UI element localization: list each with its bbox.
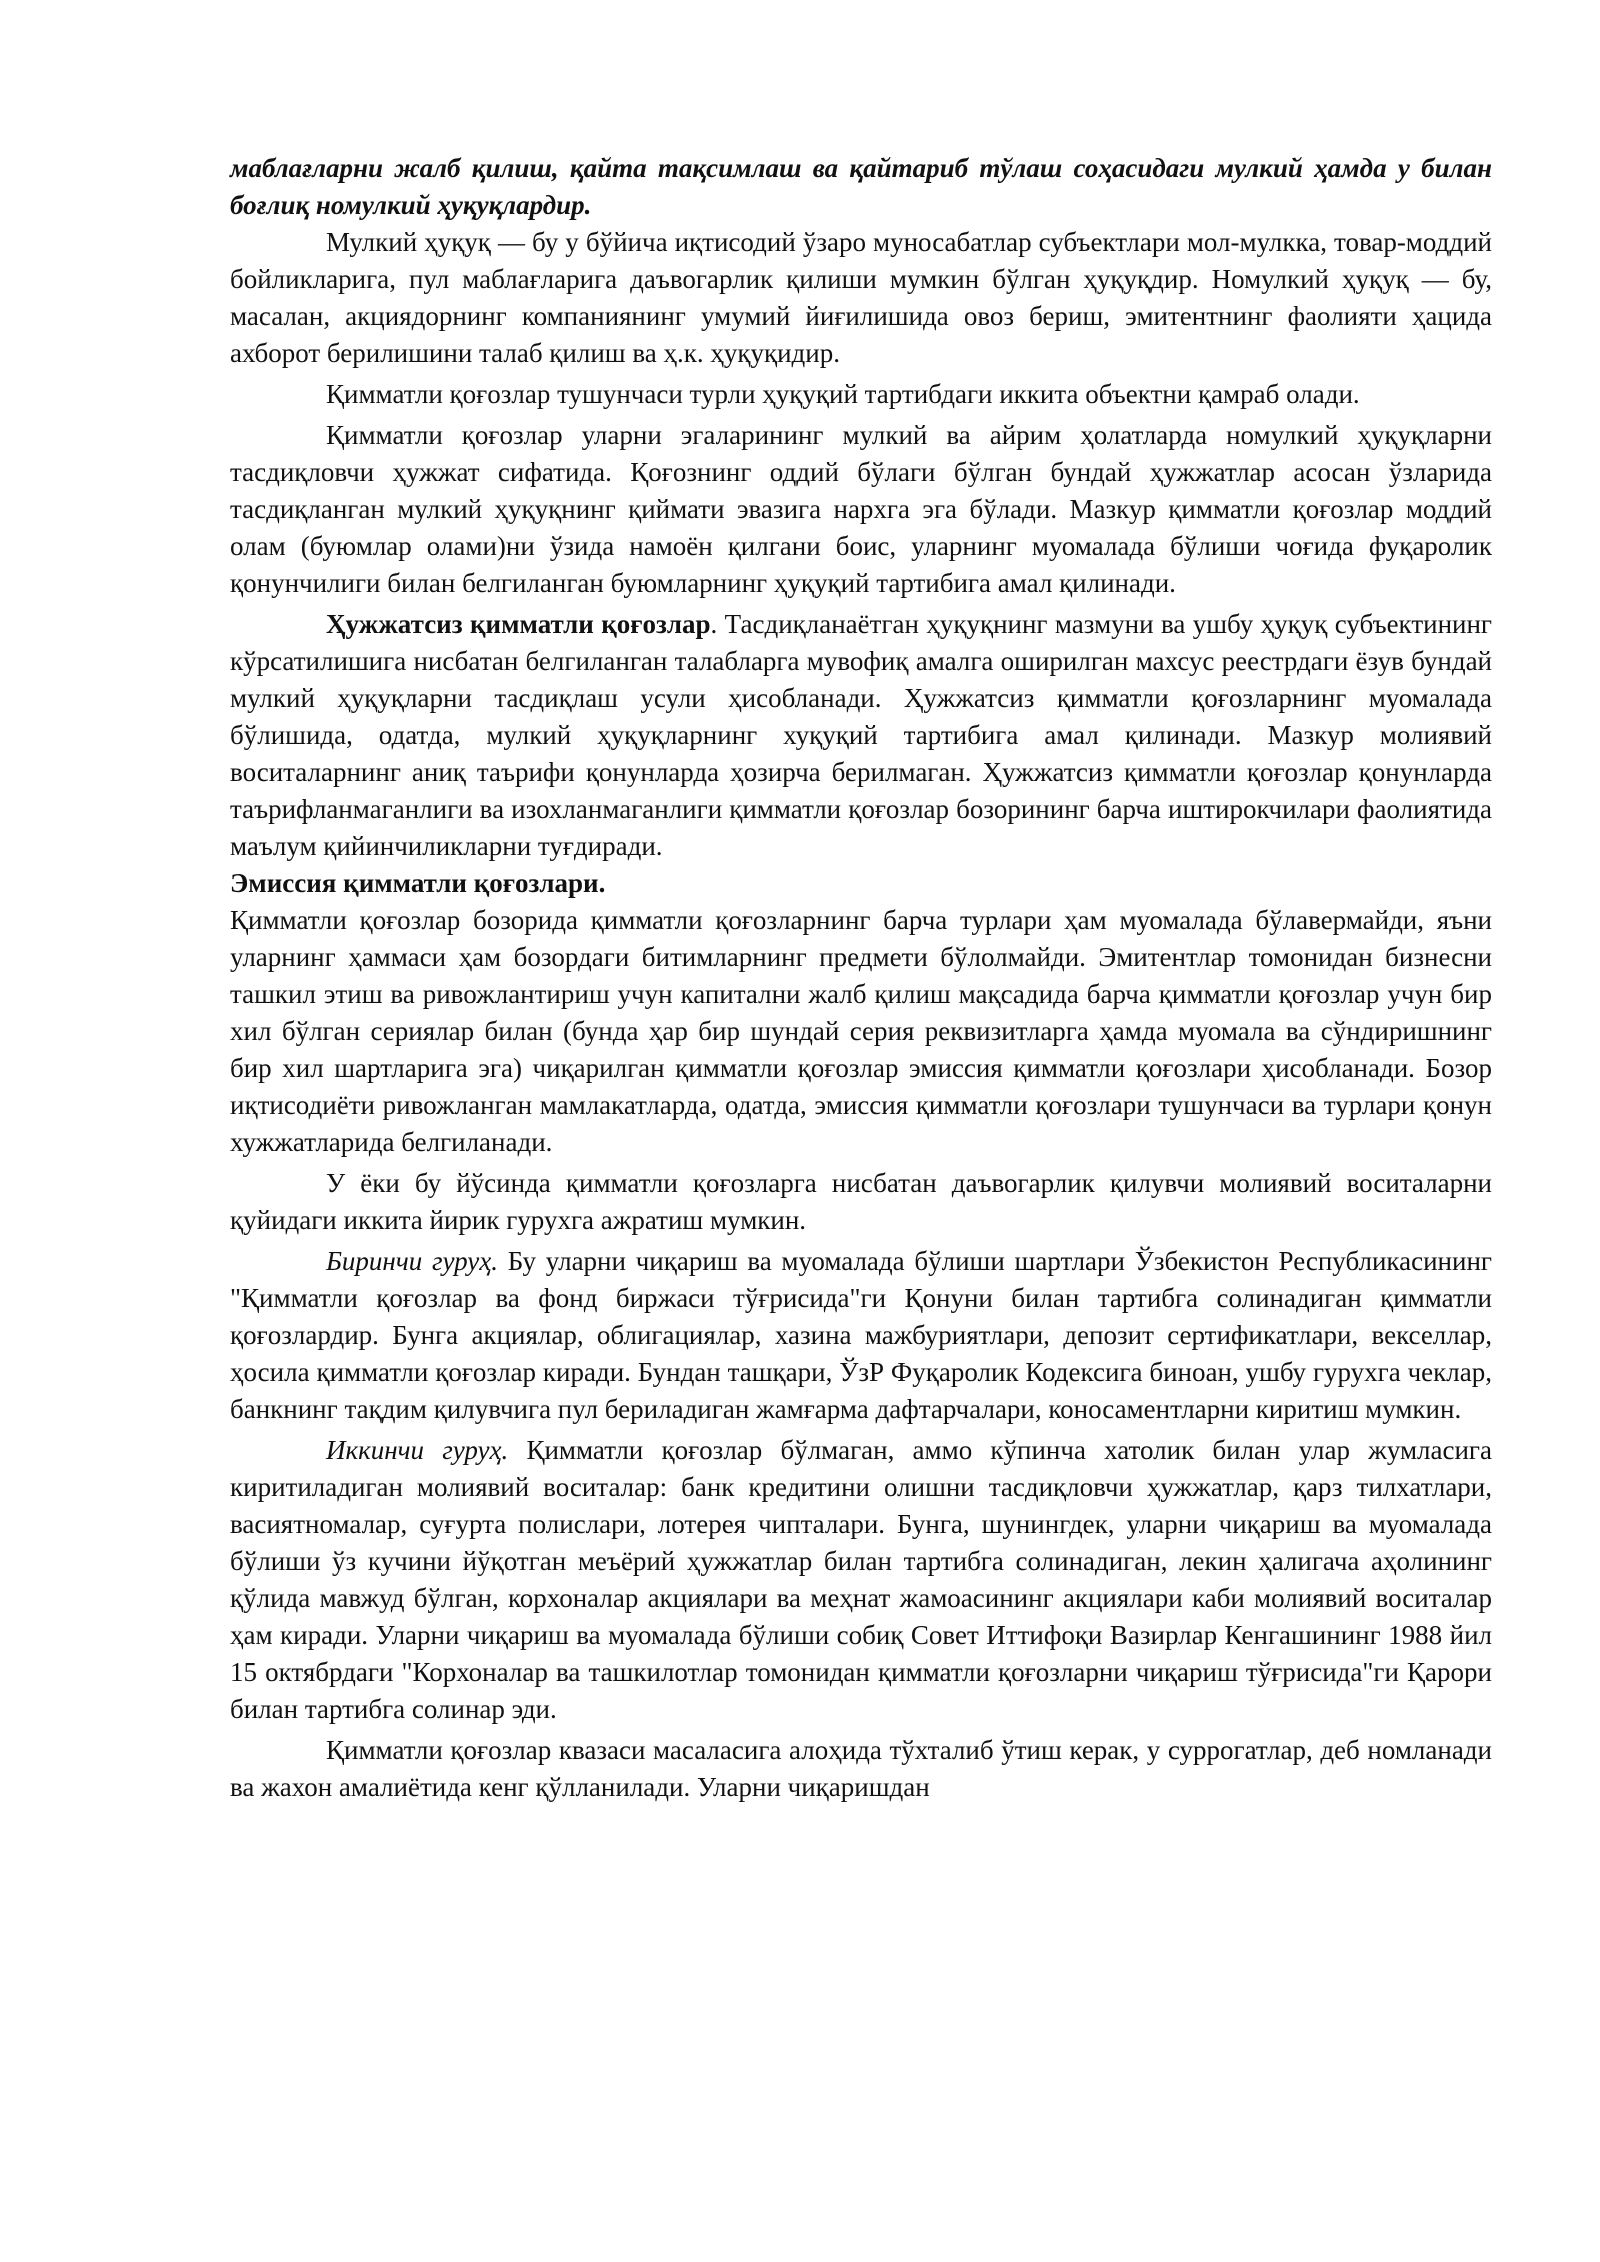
emission-securities-paragraph: Қимматли қоғозлар бозорида қимматли қоғозларнинг барча турлари ҳам муомалада бўлавермайди, яъни уларнинг ҳаммаси ҳам бозордаги битимларнинг предмети бўлолмайди. Эмитентлар томонидан бизнесни ташкил этиш ва ривожлантириш учун капитални жалб қилиш мақсадида барча қимматли қоғозлар учун бир хил бўлган сериялар билан (бунда ҳар бир шундай серия реквизитларга ҳамда муомала ва сўндиришнинг бир хил шартларига эга) чиқарилган қимматли қоғозлар эмиссия қимматли қоғозлари ҳисобланади. Бозор иқтисодиёти ривожланган мамлакатларда, одатда, эмиссия қимматли қоғозлари тушунчаси ва турлари қонун хужжатларида белгиланади. — [230, 905, 1492, 1157]
first-group-label: Биринчи гуруҳ. — [326, 1246, 498, 1276]
securities-concept-paragraph: Қимматли қоғозлар тушунчаси турли ҳуқуқий тартибдаги иккита объектни қамраб олади. — [326, 379, 1360, 409]
second-group-text: Қимматли қоғозлар бўлмаган, аммо кўпинча хатолик билан улар жумласига киритиладиган молиявий воситалар: банк кредитини олишни тасдиқловчи ҳужжатлар, қарз тилхатлари, васиятномалар, суғурта полислари, лотерея чипталари. Бунга, шунингдек, уларни чиқариш ва муомалада бўлиши ўз кучини йўқотган меъёрий ҳужжатлар билан тартибга солинадиган, лекин ҳалигача аҳолининг қўлида мавжуд бўлган, корхоналар акциялари ва меҳнат жамоасининг акциялари каби молиявий воситалар ҳам киради. Уларни чиқариш ва муомалада бўлиши собиқ Совет Иттифоқи Вазирлар Кенгашининг 1988 йил 15 октябрдаги "Корхоналар ва ташкилотлар томонидан қимматли қоғозларни чиқариш тўғрисида"ги Қарори билан тартибга солинар эди. — [230, 1435, 1492, 1724]
two-groups-paragraph: У ёки бу йўсинда қимматли қоғозларга нисбатан даъвогарлик қилувчи молиявий воситаларни қуйидаги иккита йирик гурухга ажратиш мумкин. — [230, 1168, 1492, 1235]
property-rights-paragraph: Мулкий ҳуқуқ — бу у бўйича иқтисодий ўзаро муносабатлар субъектлари мол-мулкка, товар-моддий бойликларига, пул маблағларига даъвогарлик қилиши мумкин бўлган ҳуқуқдир. Номулкий ҳуқуқ — бу, масалан, акциядорнинг компаниянинг умумий йиғилишида овоз бериш, эмитентнинг фаолияти ҳацида ахборот берилишини талаб қилиш ва ҳ.к. ҳуқуқидир. — [230, 227, 1492, 368]
first-group-text: Бу уларни чиқариш ва муомалада бўлиши шартлари Ўзбекистон Республикасининг "Қимматли қоғозлар ва фонд биржаси тўғрисида"ги Қонуни билан тартибга солинадиган қимматли қоғозлардир. Бунга акциялар, облигациялар, хазина мажбуриятлари, депозит сертификатлари, векселлар, ҳосила қимматли қоғозлар киради. Бундан ташқари, ЎзР Фуқаролик Кодексига биноан, ушбу гурухга чеклар, банкнинг тақдим қилувчига пул бериладиган жамғарма дафтарчалари, коносаментларни киритиш мумкин. — [230, 1246, 1492, 1424]
documentary-securities-paragraph: Қимматли қоғозлар уларни эгаларининг мулкий ва айрим ҳолатларда номулкий ҳуқуқларни тасдиқловчи ҳужжат сифатида. Қоғознинг оддий бўлаги бўлган бундай ҳужжатлар асосан ўзларида тасдиқланган мулкий ҳуқуқнинг қиймати эвазига нархга эга бўлади. Мазкур қимматли қоғозлар моддий олам (буюмлар олами)ни ўзида намоён қилгани боис, уларнинг муомалада бўлиши чоғида фуқаролик қонунчилиги билан белгиланган буюмларнинг ҳуқуқий тартибига амал қилинади. — [230, 420, 1492, 598]
paperless-securities-term: Ҳужжатсиз қимматли қоғозлар — [326, 609, 711, 639]
paperless-securities-text: . Тасдиқланаётган ҳуқуқнинг мазмуни ва ушбу ҳуқуқ субъектининг кўрсатилишига нисбатан белгиланган талабларга мувофиқ амалга оширилган махсус реестрдаги ёзув бундай мулкий ҳуқуқларни тасдиқлаш усули ҳисобланади. Ҳужжатсиз қимматли қоғозларнинг муомалада бўлишида, одатда, мулкий ҳуқуқларнинг хуқуқий тартибига амал қилинади. Мазкур молиявий воситаларнинг аниқ таърифи қонунларда ҳозирча берилмаган. Ҳужжатсиз қимматли қоғозлар қонунларда таърифланмаганлиги ва изохланмаганлиги қимматли қоғозлар бозорининг барча иштирокчилари фаолиятида маълум қийинчиликларни туғдиради. — [230, 609, 1492, 861]
document-page — [230, 150, 1492, 1806]
second-group-paragraph — [230, 1432, 1492, 1728]
first-group-paragraph — [230, 1243, 1492, 1428]
emission-securities-heading: Эмиссия қимматли қоғозлари. — [230, 868, 606, 898]
second-group-label: Иккинчи гуруҳ. — [326, 1435, 509, 1465]
paperless-securities-paragraph — [230, 606, 1492, 865]
quasi-securities-paragraph: Қимматли қоғозлар квазаси масаласига алоҳида тўхталиб ўтиш керак, у суррогатлар, деб номланади ва жахон амалиётида кенг қўлланилади. Уларни чиқаришдан — [230, 1735, 1492, 1802]
intro-bold-italic-paragraph: маблағларни жалб қилиш, қайта тақсимлаш ва қайтариб тўлаш соҳасидаги мулкий ҳамда у билан боғлиқ номулкий ҳуқуқлардир. — [230, 153, 1492, 220]
